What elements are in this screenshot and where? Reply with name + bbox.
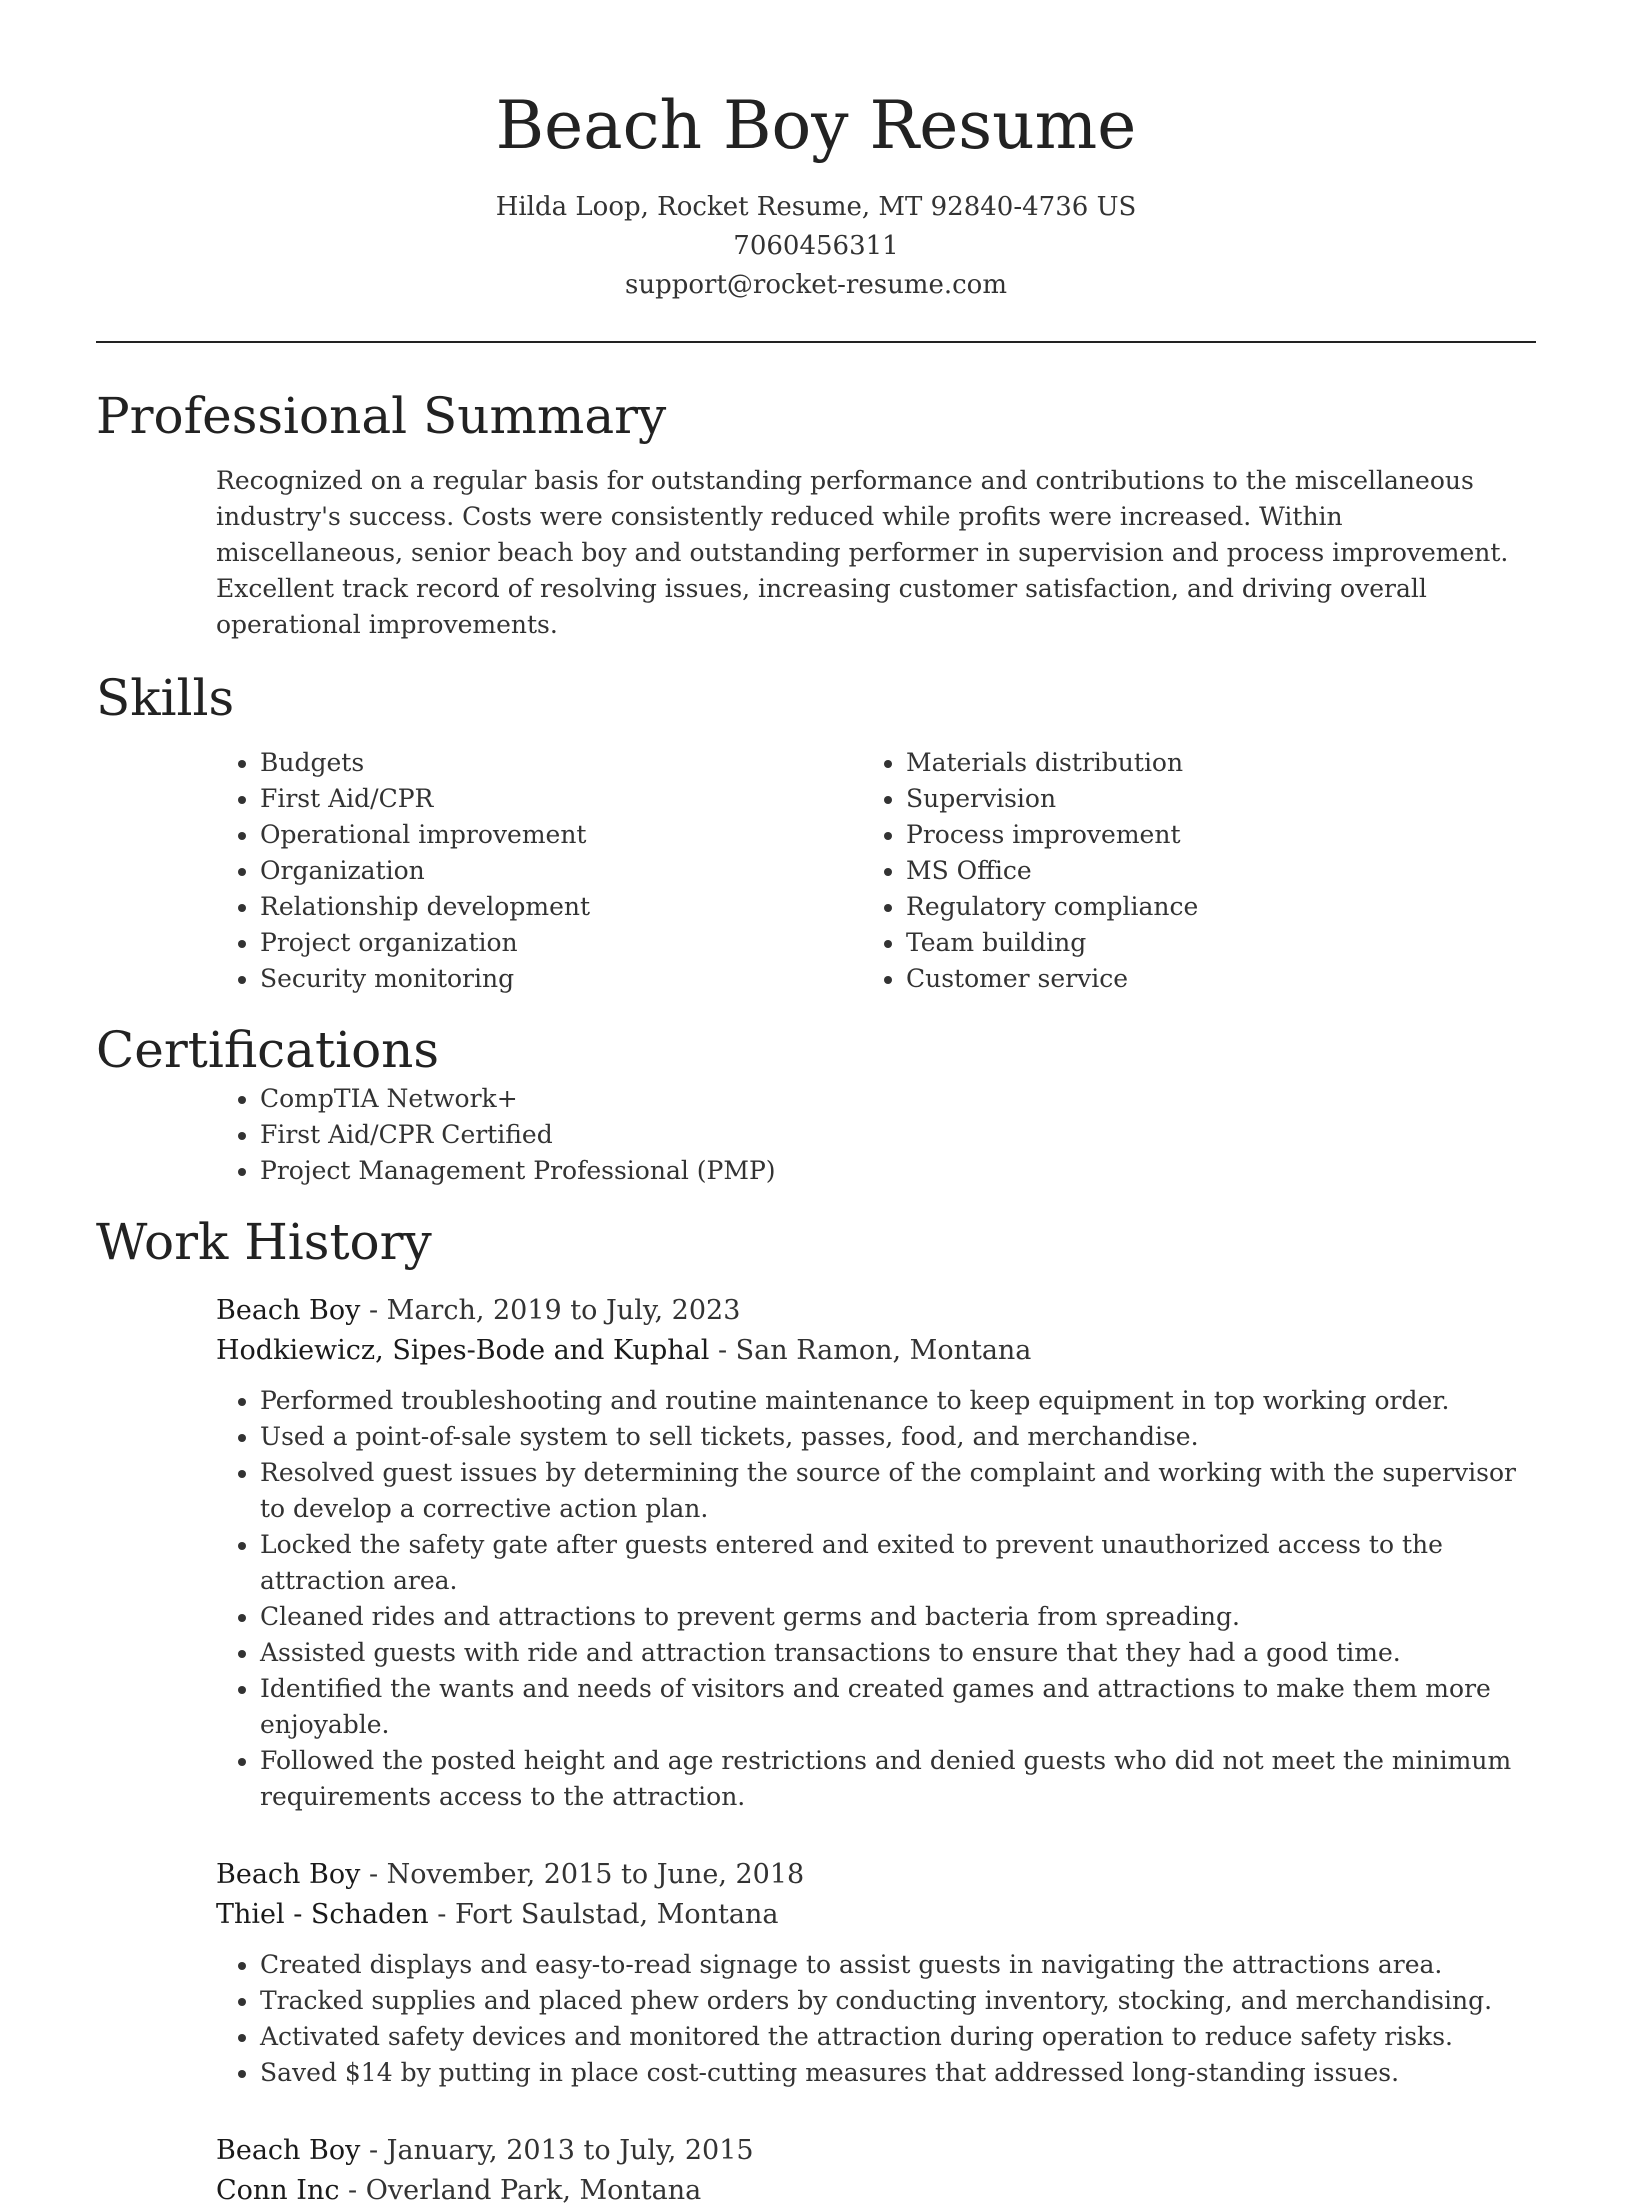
resume-title: Beach Boy Resume bbox=[495, 87, 1137, 164]
job-duty: • Assisted guests with ride and attraction transactions to ensure that they had a good time. bbox=[260, 1635, 1536, 1671]
summary-text: Recognized on a regular basis for outstanding performance and contributions to the miscellaneous industry's success. Costs were consistently reduced while profits were increased. Within miscellaneous, senior beach boy and outstanding performer in supervision and process improvement. Excellent track record of resolving issues, increasing customer satisfaction, and driving overall operational improvements. bbox=[216, 466, 1509, 639]
job-role: Beach Boy bbox=[216, 1295, 361, 1326]
job-duty: • Identified the wants and needs of visitors and created games and attractions to make them more enjoyable. bbox=[260, 1671, 1536, 1743]
header-divider bbox=[96, 341, 1536, 343]
job-location: Overland Park, Montana bbox=[365, 2175, 702, 2206]
job-separator: - bbox=[709, 1335, 736, 1366]
skill-item: • Process improvement bbox=[906, 817, 1396, 853]
contact-email: support@rocket-resume.com bbox=[624, 270, 1007, 300]
contact-block bbox=[96, 188, 1536, 305]
skill-item: • Supervision bbox=[906, 781, 1396, 817]
skills-list bbox=[96, 745, 1536, 997]
skill-item: • Team building bbox=[906, 925, 1396, 961]
skill-item: • Customer service bbox=[906, 961, 1396, 997]
resume-header bbox=[96, 0, 1536, 305]
job-company: Conn Inc bbox=[216, 2175, 340, 2206]
job-location: San Ramon, Montana bbox=[735, 1335, 1032, 1366]
certifications-list bbox=[96, 1081, 1536, 1189]
job-company: Thiel - Schaden bbox=[216, 1899, 429, 1930]
job-duty: • Saved $14 by putting in place cost-cutting measures that addressed long-standing issues. bbox=[260, 2055, 1536, 2091]
job-entry bbox=[216, 1291, 1536, 1815]
skill-item: • Regulatory compliance bbox=[906, 889, 1396, 925]
skill-item: • Organization bbox=[260, 853, 746, 889]
job-duty: • Resolved guest issues by determining the source of the complaint and working with the supervisor to develop a corrective action plan. bbox=[260, 1455, 1536, 1527]
contact-phone: 7060456311 bbox=[733, 231, 899, 261]
skills-column-2 bbox=[746, 745, 1396, 997]
job-separator: - bbox=[360, 2135, 387, 2166]
job-duty: • Activated safety devices and monitored the attraction during operation to reduce safety risks. bbox=[260, 2019, 1536, 2055]
job-separator: - bbox=[339, 2175, 366, 2206]
job-duties bbox=[216, 1383, 1536, 1815]
job-company-line bbox=[216, 1895, 1536, 1935]
job-dates: January, 2013 to July, 2015 bbox=[386, 2135, 754, 2166]
job-role: Beach Boy bbox=[216, 2135, 361, 2166]
skill-item: • First Aid/CPR bbox=[260, 781, 746, 817]
job-duty: • Followed the posted height and age restrictions and denied guests who did not meet the minimum requirements access to the attraction. bbox=[260, 1743, 1536, 1815]
job-title-line bbox=[216, 2131, 1536, 2171]
job-duty: • Used a point-of-sale system to sell tickets, passes, food, and merchandise. bbox=[260, 1419, 1536, 1455]
certifications-heading: Certifications bbox=[96, 1021, 440, 1079]
job-duty: • Performed troubleshooting and routine maintenance to keep equipment in top working order. bbox=[260, 1383, 1536, 1419]
job-dates: November, 2015 to June, 2018 bbox=[386, 1859, 805, 1890]
resume-page bbox=[96, 0, 1536, 2211]
job-role: Beach Boy bbox=[216, 1859, 361, 1890]
job-duty: • Tracked supplies and placed phew orders by conducting inventory, stocking, and merchandising. bbox=[260, 1983, 1536, 2019]
job-company-line bbox=[216, 2171, 1536, 2211]
summary-heading: Professional Summary bbox=[96, 387, 667, 445]
job-company-line bbox=[216, 1331, 1536, 1371]
skills-column-1 bbox=[96, 745, 746, 997]
job-title-line bbox=[216, 1291, 1536, 1331]
certification-item: • Project Management Professional (PMP) bbox=[260, 1153, 1536, 1189]
job-dates: March, 2019 to July, 2023 bbox=[386, 1295, 741, 1326]
skill-item: • Project organization bbox=[260, 925, 746, 961]
job-entry bbox=[216, 1855, 1536, 2091]
job-company: Hodkiewicz, Sipes-Bode and Kuphal bbox=[216, 1335, 710, 1366]
work-history-heading: Work History bbox=[96, 1213, 432, 1271]
skill-item: • MS Office bbox=[906, 853, 1396, 889]
job-title-line bbox=[216, 1855, 1536, 1895]
skills-heading: Skills bbox=[96, 669, 235, 727]
certification-item: • First Aid/CPR Certified bbox=[260, 1117, 1536, 1153]
skill-item: • Relationship development bbox=[260, 889, 746, 925]
job-duty: • Locked the safety gate after guests entered and exited to prevent unauthorized access to the attraction area. bbox=[260, 1527, 1536, 1599]
job-separator: - bbox=[360, 1295, 387, 1326]
job-separator: - bbox=[428, 1899, 455, 1930]
job-entry bbox=[216, 2131, 1536, 2211]
job-duty: • Cleaned rides and attractions to prevent germs and bacteria from spreading. bbox=[260, 1599, 1536, 1635]
skill-item: • Security monitoring bbox=[260, 961, 746, 997]
certification-item: • CompTIA Network+ bbox=[260, 1081, 1536, 1117]
job-duties bbox=[216, 1947, 1536, 2091]
skill-item: • Budgets bbox=[260, 745, 746, 781]
skill-item: • Operational improvement bbox=[260, 817, 746, 853]
job-duty: • Created displays and easy-to-read signage to assist guests in navigating the attractions area. bbox=[260, 1947, 1536, 1983]
contact-address: Hilda Loop, Rocket Resume, MT 92840-4736 US bbox=[495, 192, 1137, 222]
job-location: Fort Saulstad, Montana bbox=[455, 1899, 779, 1930]
skill-item: • Materials distribution bbox=[906, 745, 1396, 781]
job-separator: - bbox=[360, 1859, 387, 1890]
